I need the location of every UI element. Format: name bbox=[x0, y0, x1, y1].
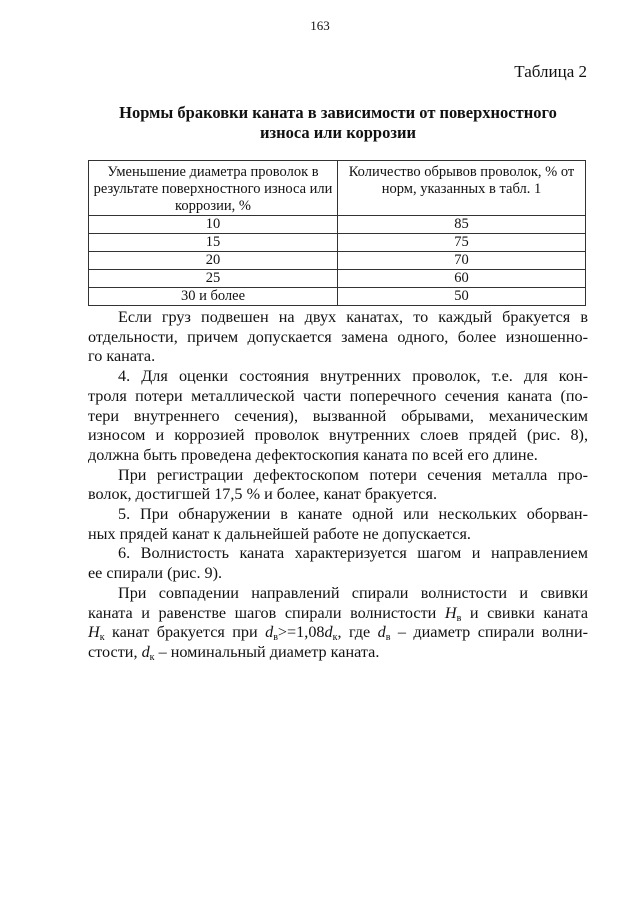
text-line bbox=[88, 485, 588, 505]
cell-diameter-reduction: 30 и более bbox=[89, 288, 338, 306]
page-number: 163 bbox=[310, 18, 330, 33]
math-variable bbox=[88, 623, 105, 644]
text-line bbox=[88, 604, 588, 624]
text-line bbox=[88, 347, 588, 367]
table-header-row bbox=[89, 161, 586, 216]
table-title bbox=[88, 103, 588, 143]
math-variable bbox=[265, 623, 278, 644]
table-row bbox=[89, 216, 586, 234]
variable-symbol: H bbox=[444, 603, 457, 622]
table-row bbox=[89, 234, 586, 252]
cell-diameter-reduction: 10 bbox=[89, 216, 338, 234]
table-row bbox=[89, 288, 586, 306]
text-segment: При регистрации дефектоскопом потери сечения металла про- bbox=[118, 465, 588, 484]
cell-broken-wires: 70 bbox=[338, 252, 586, 270]
text-segment: и свивки каната bbox=[461, 603, 589, 622]
cell-broken-wires: 85 bbox=[338, 216, 586, 234]
text-line bbox=[88, 466, 588, 486]
text-segment: , где bbox=[337, 623, 378, 642]
header-diameter-reduction: Уменьшение диаметра проволок в результате поверхностного износа или коррозии, % bbox=[89, 161, 338, 216]
title-line: износа или коррозии bbox=[260, 123, 416, 142]
wear-norms-table bbox=[88, 160, 586, 306]
text-line bbox=[88, 367, 588, 387]
cell-diameter-reduction: 15 bbox=[89, 234, 338, 252]
math-variable bbox=[445, 604, 461, 622]
text-segment: тери внутреннего сечения), вызванной обрывами, механическим bbox=[88, 406, 588, 425]
paragraph bbox=[88, 308, 588, 367]
text-line bbox=[88, 328, 588, 348]
text-segment: го каната. bbox=[88, 347, 156, 366]
variable-subscript: к bbox=[332, 632, 338, 644]
variable-subscript: в bbox=[273, 632, 278, 644]
table-row bbox=[89, 270, 586, 288]
text-line bbox=[88, 525, 588, 545]
text-segment: – диаметр спирали волни- bbox=[390, 623, 588, 642]
math-variable bbox=[324, 623, 338, 644]
cell-diameter-reduction: 20 bbox=[89, 252, 338, 270]
cell-diameter-reduction: 25 bbox=[89, 270, 338, 288]
text-line bbox=[88, 407, 588, 427]
text-segment: >=1,08 bbox=[277, 623, 325, 642]
text-segment: 6. Волнистость каната характеризуется шагом и направлением bbox=[118, 544, 588, 563]
text-line bbox=[88, 505, 588, 525]
body-text bbox=[88, 308, 588, 663]
cell-broken-wires: 75 bbox=[338, 234, 586, 252]
title-line: Нормы браковки каната в зависимости от поверхностного bbox=[119, 103, 557, 122]
text-line bbox=[88, 584, 588, 604]
table-row bbox=[89, 252, 586, 270]
variable-symbol: d bbox=[377, 623, 386, 642]
variable-symbol: H bbox=[88, 623, 100, 642]
cell-broken-wires: 60 bbox=[338, 270, 586, 288]
math-variable bbox=[377, 623, 391, 644]
variable-subscript: в bbox=[456, 612, 462, 624]
text-segment: износом и коррозией проволок внутренних слоев прядей (рис. 8), bbox=[88, 426, 588, 445]
text-segment: троля потери металлической части поперечного сечения каната (по- bbox=[88, 386, 588, 405]
variable-subscript: к bbox=[99, 632, 105, 644]
text-segment: 4. Для оценки состояния внутренних проволок, т.е. для кон- bbox=[118, 367, 588, 386]
text-line bbox=[88, 544, 588, 564]
text-segment: Если груз подвешен на двух канатах, то каждый бракуется в bbox=[118, 308, 588, 326]
text-segment: – номинальный диаметр каната. bbox=[154, 642, 380, 661]
text-line bbox=[88, 643, 588, 663]
text-line bbox=[88, 623, 588, 643]
cell-broken-wires: 50 bbox=[338, 288, 586, 306]
table-label: Таблица 2 bbox=[514, 62, 587, 81]
text-segment: 5. При обнаружении в канате одной или нескольких оборван- bbox=[118, 505, 588, 524]
text-segment: отдельности, причем допускается замена одного, более изношенно- bbox=[88, 327, 588, 346]
text-segment: ее спирали (рис. 9). bbox=[88, 564, 223, 583]
text-segment: должна быть проведена дефектоскопия каната по всей его длине. bbox=[88, 445, 538, 464]
paragraph bbox=[88, 466, 588, 505]
text-segment: каната и равенстве шагов спирали волнистости bbox=[88, 603, 445, 622]
header-broken-wires: Количество обрывов проволок, % от норм, указанных в табл. 1 bbox=[338, 161, 586, 216]
paragraph bbox=[88, 544, 588, 583]
text-segment: ных прядей канат к дальнейшей работе не допускается. bbox=[88, 524, 471, 543]
variable-subscript: к bbox=[149, 651, 155, 663]
math-variable bbox=[142, 643, 155, 661]
text-segment: стости, bbox=[88, 642, 142, 661]
text-line bbox=[88, 308, 588, 328]
text-line bbox=[88, 426, 588, 446]
text-segment: При совпадении направлений спирали волнистости и свивки bbox=[118, 583, 588, 602]
text-line bbox=[88, 564, 588, 584]
variable-symbol: d bbox=[141, 642, 150, 661]
variable-subscript: в bbox=[385, 632, 391, 644]
text-line bbox=[88, 446, 588, 466]
text-segment: волок, достигшей 17,5 % и более, канат бракуется. bbox=[88, 485, 437, 504]
paragraph bbox=[88, 584, 588, 663]
text-line bbox=[88, 387, 588, 407]
text-segment: канат бракуется при bbox=[104, 623, 266, 642]
variable-symbol: d bbox=[324, 623, 333, 642]
paragraph bbox=[88, 367, 588, 466]
variable-symbol: d bbox=[265, 623, 274, 642]
paragraph bbox=[88, 505, 588, 544]
